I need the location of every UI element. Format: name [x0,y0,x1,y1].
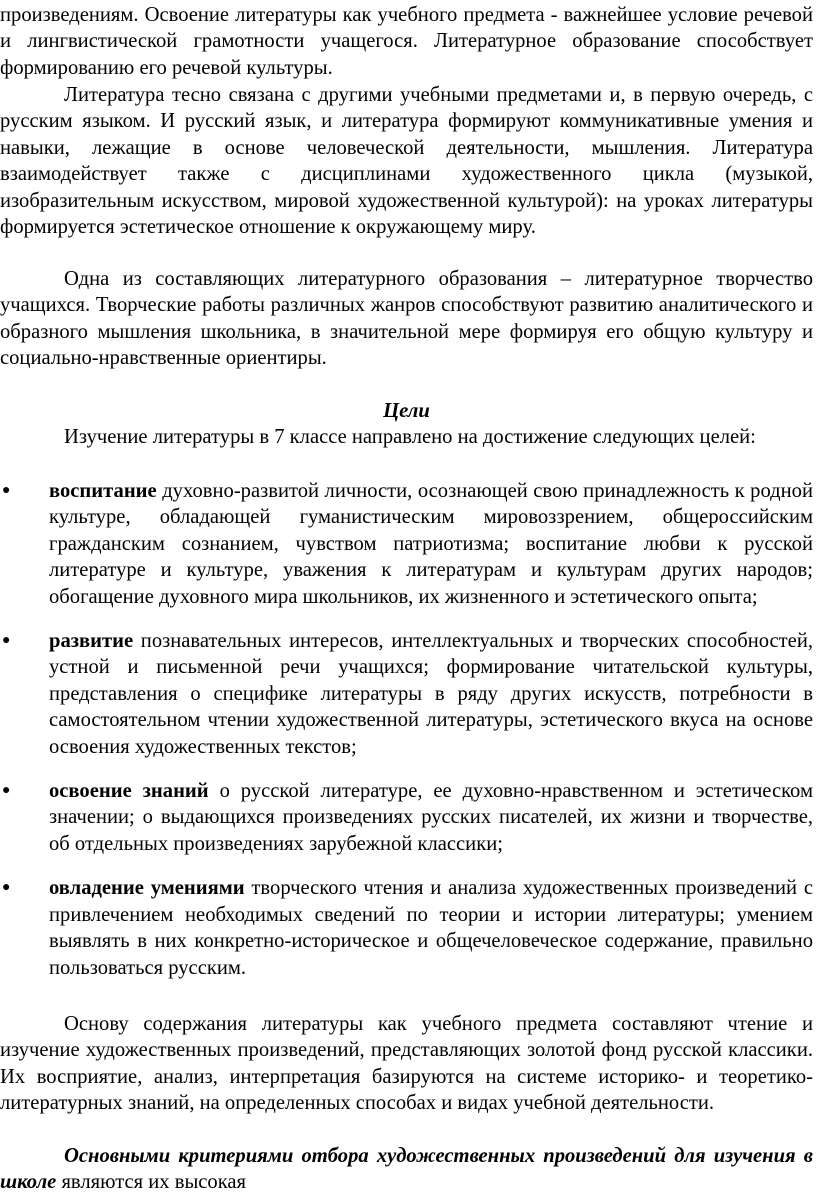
goal-text: духовно-развитой личности, осознающей свою принадлежность к родной культуре, обладающей гуманистическим мировоззрением, общероссийским гражданским сознанием, чувством патриотизма; воспитание любви к русской литературе и культуре, уважения к литературам и культурам других народов; обогащение духовного мира школьников, их жизненного и эстетического опыта; [49,480,813,608]
goal-item-knowledge [0,778,813,857]
bullet-icon: ● [2,483,11,498]
criteria-rest: являются их высокая [56,1171,247,1194]
paragraph-literature-mastery: произведениям. Освоение литературы как учебного предмета - важнейшее условие речевой и лингвистической грамотности учащегося. Литературное образование способствует формированию его речевой культуры. [0,4,813,79]
goal-lead: овладение умениями [49,877,245,900]
goal-text: о русской литературе, ее духовно-нравственном и эстетическом значении; о выдающихся произведениях русских писателей, их жизни и творчестве, об отдельных произведениях зарубежной классики; [49,780,813,855]
goal-lead: развитие [49,630,134,653]
bullet-icon: ● [2,633,11,649]
goal-lead: освоение знаний [49,780,209,803]
goal-item-upbringing [0,478,813,610]
paragraph-content-basis: Основу содержания литературы как учебного предмета составляют чтение и изучение художественных произведений, представляющих золотой фонд русской классики. Их восприятие, анализ, интерпретация базируются на системе историко- и теоретико-литературных знаний, на определенных способах и видах учебной деятельности. [0,1013,813,1115]
goal-item-skills [0,875,813,981]
paragraph-selection-criteria [0,1143,813,1196]
goals-heading: Цели [383,400,430,422]
bullet-icon: ● [2,783,11,799]
paragraph-literary-creativity: Одна из составляющих литературного образования – литературное творчество учащихся. Творческие работы различных жанров способствуют развитию аналитического и образного мышления школьника, в значительной мере формируя его общую культуру и социально-нравственные ориентиры. [0,268,813,370]
goal-text: творческого чтения и анализа художественных произведений с привлечением необходимых сведений по теории и истории литературы; умением выявлять в них конкретно-историческое и общечеловеческое содержание, правильно пользоваться русским. [49,877,813,979]
criteria-lead: Основными критериями отбора художественных произведений для изучения в школе [0,1145,813,1194]
goals-list [0,478,813,999]
bullet-icon: ● [2,880,11,896]
goals-intro: Изучение литературы в 7 классе направлено на достижение следующих целей: [64,426,756,448]
goal-lead: воспитание [49,480,157,502]
paragraph-literature-connections: Литература тесно связана с другими учебными предметами и, в первую очередь, с русским языком. И русский язык, и литература формируют коммуникативные умения и навыки, лежащие в основе человеческой деятельности, мышления. Литература взаимодействует также с дисциплинами художественного цикла (музыкой, изобразительным искусством, мировой художественной культурой): на уроках литературы формируется эстетическое отношение к окружающему миру. [0,84,813,239]
goal-item-development [0,628,813,760]
goal-text: познавательных интересов, интеллектуальных и творческих способностей, устной и письменной речи учащихся; формирование читательской культуры, представления о специфике литературы в ряду других искусств, потребности в самостоятельном чтении художественной литературы, эстетического вкуса на основе освоения художественных текстов; [49,630,813,758]
